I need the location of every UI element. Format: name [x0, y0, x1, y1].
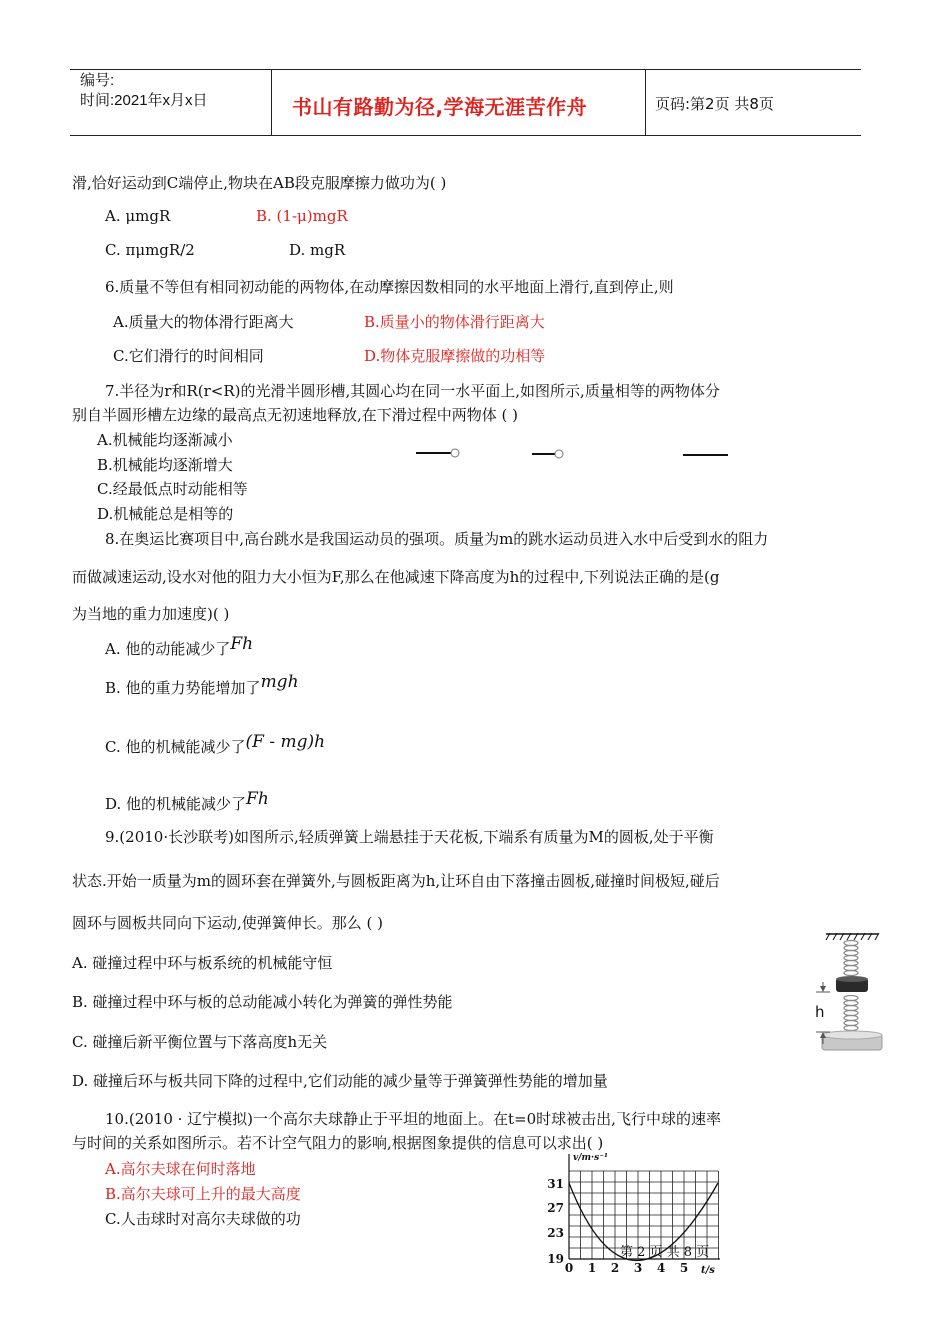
- q8-option-b: [105, 672, 299, 698]
- q5-option-a: A. μmgR: [105, 207, 171, 225]
- q9-stem-line1: 9.(2010·长沙联考)如图所示,轻质弹簧上端悬挂于天花板,下端系有质量为M的圆板,处于平衡: [105, 828, 714, 846]
- q8-option-a-formula: Fh: [230, 634, 254, 654]
- q10-stem-line2: 与时间的关系如图所示。若不计空气阻力的影响,根据图象提供的信息可以求出( ): [72, 1134, 604, 1152]
- q6-option-b: B.质量小的物体滑行距离大: [364, 313, 545, 331]
- q8-option-b-formula: mgh: [260, 672, 299, 692]
- q8-option-b-text: B. 他的重力势能增加了: [105, 679, 261, 697]
- graph-x-tick-2: 2: [610, 1261, 620, 1275]
- header-page-info: 页码:第2页 共8页: [655, 95, 774, 113]
- graph-y-tick-23: 23: [547, 1226, 564, 1240]
- q8-option-d: [105, 789, 269, 814]
- header-motto: 书山有路勤为径,学海无涯苦作舟: [292, 95, 588, 119]
- q7-option-c: C.经最低点时动能相等: [97, 480, 248, 498]
- graph-x-tick-0: 0: [564, 1261, 574, 1275]
- q9-option-a: A. 碰撞过程中环与板系统的机械能守恒: [72, 954, 333, 972]
- q9-figure-h-label: h: [815, 1003, 825, 1021]
- q5-option-d: D. mgR: [289, 241, 346, 259]
- q8-option-d-text: D. 他的机械能减少了: [105, 795, 247, 813]
- graph-page-footer-overlay: 第 2 页 共 8 页: [620, 1245, 710, 1260]
- q9-spring-upper: [844, 941, 858, 976]
- q10-option-b: B.高尔夫球可上升的最大高度: [105, 1185, 301, 1203]
- q6-option-a: A.质量大的物体滑行距离大: [113, 313, 294, 331]
- q7-stem-line2: 别自半圆形槽左边缘的最高点无初速地释放,在下滑过程中两物体 ( ): [72, 406, 519, 424]
- q6-option-d: D.物体克服摩擦做的功相等: [364, 347, 546, 365]
- q6-stem: 6.质量不等但有相同初动能的两物体,在动摩擦因数相同的水平地面上滑行,直到停止,则: [105, 278, 674, 296]
- header-divider-left: [271, 69, 272, 136]
- q7-option-a: A.机械能均逐渐减小: [97, 431, 233, 449]
- graph-y-tick-27: 27: [547, 1201, 564, 1215]
- q9-stem-line3: 圆环与圆板共同向下运动,使弹簧伸长。那么 ( ): [72, 914, 384, 932]
- q9-stem-line2: 状态.开始一质量为m的圆环套在弹簧外,与圆板距离为h,让环自由下落撞击圆板,碰撞时间极短,碰后: [72, 872, 720, 890]
- q8-option-d-formula: Fh: [246, 789, 269, 809]
- q8-option-a: [105, 634, 254, 659]
- q7-option-b: B.机械能均逐渐增大: [97, 456, 233, 474]
- q9-plate-top: [822, 1031, 882, 1039]
- q8-stem-line3: 为当地的重力加速度)( ): [72, 605, 230, 623]
- q8-stem-line2: 而做减速运动,设水对他的阻力大小恒为F,那么在他减速下降高度为h的过程中,下列说法正确的是(g: [72, 568, 720, 586]
- q5-option-b: B. (1-μ)mgR: [256, 207, 348, 225]
- header-bottom-rule: [70, 135, 861, 136]
- q8-stem-line1: 8.在奥运比赛项目中,高台跳水是我国运动员的强项。质量为m的跳水运动员进入水中后受到水的阻力: [105, 530, 769, 548]
- q9-option-b: B. 碰撞过程中环与板的总动能减小转化为弹簧的弹性势能: [72, 993, 453, 1011]
- q10-option-c: C.人击球时对高尔夫球做的功: [105, 1210, 301, 1228]
- q7-figure: [410, 442, 740, 466]
- graph-x-axis-label: t/s: [701, 1265, 715, 1276]
- q9-option-d: D. 碰撞后环与板共同下降的过程中,它们动能的减少量等于弹簧弹性势能的增加量: [72, 1072, 608, 1090]
- header-divider-right: [645, 69, 646, 136]
- graph-x-tick-1: 1: [587, 1261, 597, 1275]
- q8-option-a-text: A. 他的动能减少了: [105, 640, 231, 658]
- q8-option-c-formula: (F - mg)h: [245, 732, 326, 752]
- q8-option-c-text: C. 他的机械能减少了: [105, 738, 246, 756]
- header-top-rule: [70, 69, 861, 70]
- q9-ring-top: [836, 976, 868, 982]
- q7-stem-line1: 7.半径为r和R(r<R)的光滑半圆形槽,其圆心均在同一水平面上,如图所示,质量相等的两物体分: [105, 382, 720, 400]
- q5-option-c: C. πμmgR/2: [105, 241, 195, 259]
- q7-figure-large-ball: [451, 449, 459, 457]
- header-time-label: 时间:2021年x月x日: [80, 92, 208, 109]
- q7-figure-small-ball: [555, 450, 563, 458]
- graph-x-tick-4: 4: [656, 1261, 666, 1275]
- graph-y-axis-label: v/m·s⁻¹: [573, 1153, 608, 1163]
- q9-height-arrowhead-up: [820, 986, 826, 992]
- q10-option-a: A.高尔夫球在何时落地: [105, 1160, 256, 1178]
- graph-x-tick-3: 3: [633, 1261, 643, 1275]
- q7-option-d: D.机械能总是相等的: [97, 505, 234, 523]
- q10-velocity-time-graph: [540, 1148, 730, 1276]
- q5-stem: 滑,恰好运动到C端停止,物块在AB段克服摩擦力做功为( ): [72, 174, 447, 192]
- graph-y-tick-31: 31: [547, 1177, 564, 1191]
- q6-option-c: C.它们滑行的时间相同: [113, 347, 264, 365]
- q9-spring-lower: [844, 996, 858, 1031]
- graph-y-tick-19: 19: [547, 1252, 564, 1266]
- q10-stem-line1: 10.(2010 · 辽宁模拟)一个高尔夫球静止于平坦的地面上。在t=0时球被击出,飞行中球的速率: [105, 1110, 721, 1128]
- header-number-label: 编号:: [80, 72, 115, 89]
- graph-x-tick-5: 5: [679, 1261, 689, 1275]
- q9-spring-figure: [800, 926, 890, 1058]
- q9-option-c: C. 碰撞后新平衡位置与下落高度h无关: [72, 1033, 328, 1051]
- q8-option-c: [105, 732, 326, 757]
